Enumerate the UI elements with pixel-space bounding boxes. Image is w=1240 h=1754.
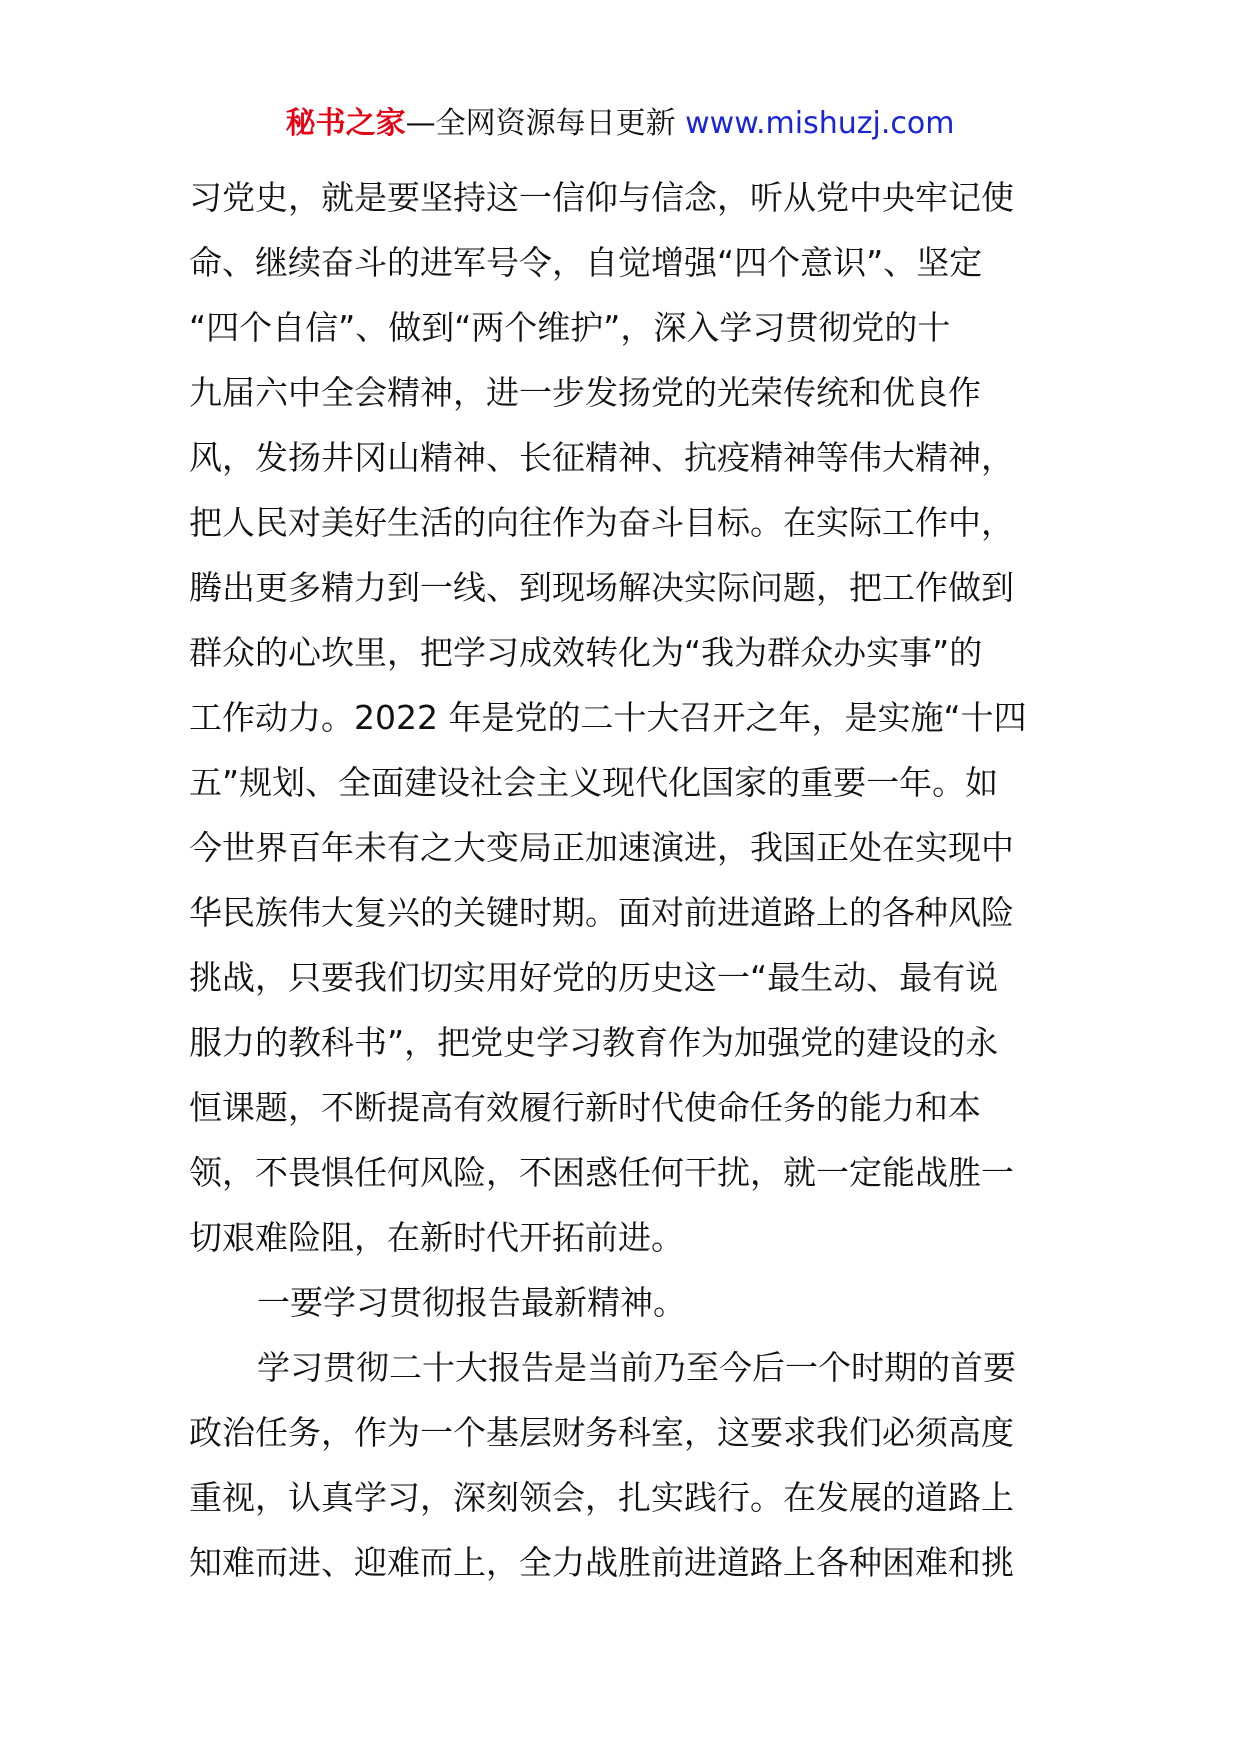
document-body — [189, 165, 1055, 1595]
body-line: 切艰难险阻，在新时代开拓前进。 — [189, 1218, 684, 1257]
header-brand: 秘书之家 — [285, 106, 406, 141]
body-line: 恒课题，不断提高有效履行新时代使命任务的能力和本 — [189, 1088, 981, 1127]
body-line: 把人民对美好生活的向往作为奋斗目标。在实际工作中， — [189, 503, 1014, 542]
body-line: 群众的心坎里，把学习成效转化为“我为群众办实事”的 — [189, 633, 983, 672]
body-line: 政治任务，作为一个基层财务科室，这要求我们必须高度 — [189, 1413, 1014, 1452]
body-line: 九届六中全会精神，进一步发扬党的光荣传统和优良作 — [189, 373, 981, 412]
header-tagline: —全网资源每日更新 — [405, 106, 676, 141]
body-line: 工作动力。2022 年是党的二十大召开之年，是实施“十四 — [189, 698, 1027, 737]
body-line: 命、继续奋斗的进军号令，自觉增强“四个意识”、坚定 — [189, 243, 983, 282]
body-line: 风，发扬井冈山精神、长征精神、抗疫精神等伟大精神， — [189, 438, 1014, 477]
body-line: 五”规划、全面建设社会主义现代化国家的重要一年。如 — [189, 763, 999, 802]
body-line: 服力的教科书”，把党史学习教育作为加强党的建设的永 — [189, 1023, 999, 1062]
body-line: “四个自信”、做到“两个维护”，深入学习贯彻党的十 — [189, 308, 951, 347]
page-header — [0, 102, 1240, 146]
section-heading: 一要学习贯彻报告最新精神。 — [257, 1283, 686, 1322]
body-line: 习党史，就是要坚持这一信仰与信念，听从党中央牢记使 — [189, 178, 1014, 217]
body-line: 今世界百年未有之大变局正加速演进，我国正处在实现中 — [189, 828, 1014, 867]
body-line: 知难而进、迎难而上，全力战胜前进道路上各种困难和挑 — [189, 1543, 1014, 1582]
body-line: 腾出更多精力到一线、到现场解决实际问题，把工作做到 — [189, 568, 1014, 607]
header-url-link[interactable]: www.mishuzj.com — [685, 106, 955, 141]
body-line: 挑战，只要我们切实用好党的历史这一“最生动、最有说 — [189, 958, 999, 997]
body-line: 领，不畏惧任何风险，不困惑任何干扰，就一定能战胜一 — [189, 1153, 1014, 1192]
body-line: 重视，认真学习，深刻领会，扎实践行。在发展的道路上 — [189, 1478, 1014, 1517]
body-line: 学习贯彻二十大报告是当前乃至今后一个时期的首要 — [257, 1348, 1016, 1387]
body-line: 华民族伟大复兴的关键时期。面对前进道路上的各种风险 — [189, 893, 1014, 932]
